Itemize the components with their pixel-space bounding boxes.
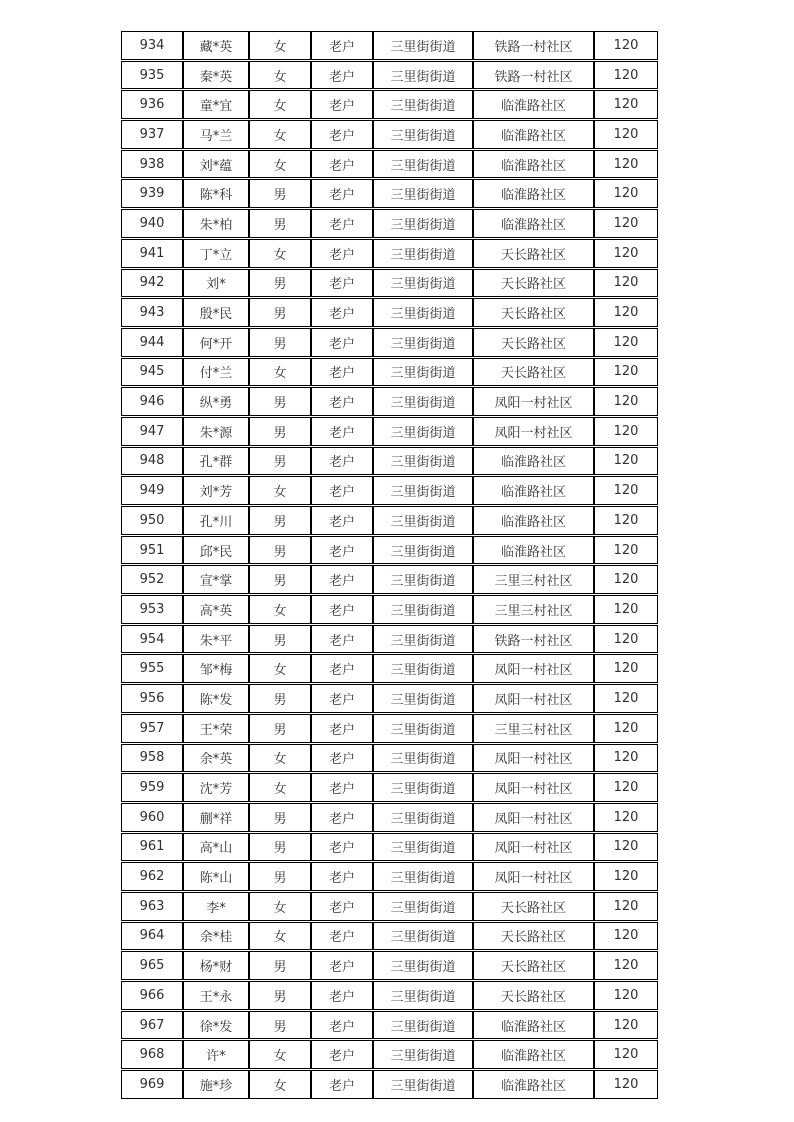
cell-name: 陈*山 — [183, 862, 249, 891]
cell-community: 铁路一村社区 — [473, 625, 594, 654]
cell-household_type: 老户 — [311, 269, 373, 298]
cell-street: 三里街街道 — [373, 120, 473, 149]
cell-gender: 男 — [249, 209, 311, 238]
cell-street: 三里街街道 — [373, 595, 473, 624]
cell-household_type: 老户 — [311, 773, 373, 802]
cell-name: 杨*财 — [183, 951, 249, 980]
cell-household_type: 老户 — [311, 536, 373, 565]
cell-street: 三里街街道 — [373, 922, 473, 951]
cell-household_type: 老户 — [311, 981, 373, 1010]
cell-amount: 120 — [594, 773, 658, 802]
cell-street: 三里街街道 — [373, 269, 473, 298]
cell-gender: 女 — [249, 90, 311, 119]
cell-street: 三里街街道 — [373, 773, 473, 802]
table-row — [121, 922, 658, 951]
cell-name: 何*开 — [183, 328, 249, 357]
cell-gender: 男 — [249, 951, 311, 980]
table-row — [121, 833, 658, 862]
cell-name: 童*宜 — [183, 90, 249, 119]
cell-name: 余*桂 — [183, 922, 249, 951]
cell-community: 凤阳一村社区 — [473, 684, 594, 713]
cell-community: 天长路社区 — [473, 298, 594, 327]
cell-name: 秦*英 — [183, 61, 249, 90]
cell-amount: 120 — [594, 536, 658, 565]
cell-amount: 120 — [594, 150, 658, 179]
cell-amount: 120 — [594, 387, 658, 416]
cell-amount: 120 — [594, 684, 658, 713]
cell-community: 铁路一村社区 — [473, 61, 594, 90]
cell-serial: 947 — [121, 417, 183, 446]
cell-gender: 女 — [249, 358, 311, 387]
cell-community: 天长路社区 — [473, 269, 594, 298]
cell-name: 王*永 — [183, 981, 249, 1010]
cell-name: 宣*掌 — [183, 565, 249, 594]
cell-household_type: 老户 — [311, 179, 373, 208]
table-row — [121, 150, 658, 179]
cell-amount: 120 — [594, 506, 658, 535]
cell-community: 天长路社区 — [473, 328, 594, 357]
cell-name: 朱*源 — [183, 417, 249, 446]
table-row — [121, 298, 658, 327]
cell-amount: 120 — [594, 654, 658, 683]
cell-household_type: 老户 — [311, 833, 373, 862]
cell-serial: 960 — [121, 803, 183, 832]
table-row — [121, 328, 658, 357]
table-row — [121, 773, 658, 802]
cell-street: 三里街街道 — [373, 951, 473, 980]
cell-gender: 男 — [249, 1011, 311, 1040]
cell-community: 天长路社区 — [473, 951, 594, 980]
cell-street: 三里街街道 — [373, 298, 473, 327]
cell-street: 三里街街道 — [373, 239, 473, 268]
cell-household_type: 老户 — [311, 209, 373, 238]
cell-amount: 120 — [594, 328, 658, 357]
cell-amount: 120 — [594, 744, 658, 773]
cell-name: 徐*发 — [183, 1011, 249, 1040]
cell-serial: 934 — [121, 31, 183, 60]
table-row — [121, 358, 658, 387]
cell-amount: 120 — [594, 120, 658, 149]
cell-serial: 961 — [121, 833, 183, 862]
cell-name: 李* — [183, 892, 249, 921]
table-row — [121, 625, 658, 654]
cell-name: 施*珍 — [183, 1070, 249, 1099]
table-row — [121, 476, 658, 505]
cell-name: 纵*勇 — [183, 387, 249, 416]
cell-household_type: 老户 — [311, 61, 373, 90]
cell-community: 凤阳一村社区 — [473, 417, 594, 446]
table-row — [121, 61, 658, 90]
table-row — [121, 179, 658, 208]
table-row — [121, 862, 658, 891]
cell-community: 临淮路社区 — [473, 1040, 594, 1069]
cell-street: 三里街街道 — [373, 862, 473, 891]
cell-serial: 951 — [121, 536, 183, 565]
cell-serial: 966 — [121, 981, 183, 1010]
cell-community: 临淮路社区 — [473, 536, 594, 565]
table-row — [121, 565, 658, 594]
cell-household_type: 老户 — [311, 951, 373, 980]
cell-household_type: 老户 — [311, 298, 373, 327]
cell-amount: 120 — [594, 269, 658, 298]
cell-street: 三里街街道 — [373, 1070, 473, 1099]
cell-amount: 120 — [594, 892, 658, 921]
cell-amount: 120 — [594, 417, 658, 446]
cell-serial: 963 — [121, 892, 183, 921]
cell-gender: 女 — [249, 892, 311, 921]
table-row — [121, 595, 658, 624]
cell-community: 天长路社区 — [473, 358, 594, 387]
recipient-roster-table — [121, 31, 658, 1099]
cell-serial: 964 — [121, 922, 183, 951]
cell-serial: 953 — [121, 595, 183, 624]
cell-serial: 948 — [121, 447, 183, 476]
cell-amount: 120 — [594, 1040, 658, 1069]
cell-name: 刘*芳 — [183, 476, 249, 505]
cell-name: 许* — [183, 1040, 249, 1069]
cell-community: 临淮路社区 — [473, 1070, 594, 1099]
cell-serial: 946 — [121, 387, 183, 416]
cell-gender: 男 — [249, 565, 311, 594]
cell-street: 三里街街道 — [373, 387, 473, 416]
table-row — [121, 120, 658, 149]
cell-serial: 942 — [121, 269, 183, 298]
cell-name: 付*兰 — [183, 358, 249, 387]
cell-community: 三里三村社区 — [473, 565, 594, 594]
cell-community: 临淮路社区 — [473, 447, 594, 476]
cell-community: 天长路社区 — [473, 922, 594, 951]
cell-street: 三里街街道 — [373, 31, 473, 60]
cell-gender: 女 — [249, 476, 311, 505]
cell-name: 沈*芳 — [183, 773, 249, 802]
cell-serial: 967 — [121, 1011, 183, 1040]
cell-gender: 女 — [249, 150, 311, 179]
cell-street: 三里街街道 — [373, 684, 473, 713]
cell-community: 凤阳一村社区 — [473, 833, 594, 862]
cell-household_type: 老户 — [311, 447, 373, 476]
cell-household_type: 老户 — [311, 595, 373, 624]
cell-serial: 938 — [121, 150, 183, 179]
cell-serial: 968 — [121, 1040, 183, 1069]
cell-serial: 959 — [121, 773, 183, 802]
table-row — [121, 803, 658, 832]
cell-gender: 女 — [249, 239, 311, 268]
cell-name: 殷*民 — [183, 298, 249, 327]
cell-household_type: 老户 — [311, 150, 373, 179]
table-row — [121, 209, 658, 238]
cell-household_type: 老户 — [311, 417, 373, 446]
cell-household_type: 老户 — [311, 387, 373, 416]
cell-household_type: 老户 — [311, 476, 373, 505]
cell-street: 三里街街道 — [373, 61, 473, 90]
cell-street: 三里街街道 — [373, 328, 473, 357]
cell-community: 天长路社区 — [473, 239, 594, 268]
table-row — [121, 506, 658, 535]
cell-gender: 女 — [249, 595, 311, 624]
cell-household_type: 老户 — [311, 922, 373, 951]
cell-street: 三里街街道 — [373, 981, 473, 1010]
cell-gender: 男 — [249, 387, 311, 416]
cell-amount: 120 — [594, 951, 658, 980]
cell-serial: 955 — [121, 654, 183, 683]
table-row — [121, 684, 658, 713]
cell-household_type: 老户 — [311, 1070, 373, 1099]
cell-name: 朱*柏 — [183, 209, 249, 238]
cell-amount: 120 — [594, 625, 658, 654]
cell-community: 三里三村社区 — [473, 714, 594, 743]
cell-street: 三里街街道 — [373, 150, 473, 179]
cell-household_type: 老户 — [311, 565, 373, 594]
table-row — [121, 1011, 658, 1040]
cell-community: 凤阳一村社区 — [473, 654, 594, 683]
cell-street: 三里街街道 — [373, 1011, 473, 1040]
cell-serial: 940 — [121, 209, 183, 238]
table-row — [121, 892, 658, 921]
cell-gender: 男 — [249, 417, 311, 446]
cell-amount: 120 — [594, 862, 658, 891]
table-row — [121, 654, 658, 683]
cell-serial: 965 — [121, 951, 183, 980]
cell-amount: 120 — [594, 209, 658, 238]
cell-serial: 969 — [121, 1070, 183, 1099]
cell-serial: 935 — [121, 61, 183, 90]
cell-community: 三里三村社区 — [473, 595, 594, 624]
cell-street: 三里街街道 — [373, 892, 473, 921]
cell-name: 丁*立 — [183, 239, 249, 268]
cell-amount: 120 — [594, 1011, 658, 1040]
cell-household_type: 老户 — [311, 744, 373, 773]
cell-amount: 120 — [594, 803, 658, 832]
cell-amount: 120 — [594, 565, 658, 594]
cell-household_type: 老户 — [311, 506, 373, 535]
cell-household_type: 老户 — [311, 803, 373, 832]
cell-name: 刘* — [183, 269, 249, 298]
table-row — [121, 951, 658, 980]
cell-amount: 120 — [594, 239, 658, 268]
cell-gender: 男 — [249, 536, 311, 565]
cell-household_type: 老户 — [311, 90, 373, 119]
cell-gender: 女 — [249, 31, 311, 60]
cell-serial: 945 — [121, 358, 183, 387]
cell-name: 高*英 — [183, 595, 249, 624]
table-row — [121, 239, 658, 268]
cell-street: 三里街街道 — [373, 447, 473, 476]
cell-street: 三里街街道 — [373, 417, 473, 446]
cell-gender: 男 — [249, 714, 311, 743]
cell-community: 临淮路社区 — [473, 120, 594, 149]
cell-street: 三里街街道 — [373, 358, 473, 387]
cell-street: 三里街街道 — [373, 1040, 473, 1069]
cell-household_type: 老户 — [311, 625, 373, 654]
table-row — [121, 744, 658, 773]
cell-street: 三里街街道 — [373, 565, 473, 594]
cell-community: 临淮路社区 — [473, 476, 594, 505]
cell-community: 天长路社区 — [473, 981, 594, 1010]
table-row — [121, 981, 658, 1010]
cell-name: 王*荣 — [183, 714, 249, 743]
cell-serial: 936 — [121, 90, 183, 119]
cell-community: 铁路一村社区 — [473, 31, 594, 60]
cell-gender: 女 — [249, 922, 311, 951]
cell-gender: 男 — [249, 179, 311, 208]
cell-gender: 女 — [249, 744, 311, 773]
cell-household_type: 老户 — [311, 684, 373, 713]
cell-household_type: 老户 — [311, 120, 373, 149]
cell-serial: 956 — [121, 684, 183, 713]
cell-community: 凤阳一村社区 — [473, 862, 594, 891]
cell-street: 三里街街道 — [373, 654, 473, 683]
cell-serial: 954 — [121, 625, 183, 654]
cell-amount: 120 — [594, 358, 658, 387]
cell-gender: 女 — [249, 120, 311, 149]
cell-community: 临淮路社区 — [473, 506, 594, 535]
cell-community: 凤阳一村社区 — [473, 744, 594, 773]
cell-household_type: 老户 — [311, 328, 373, 357]
cell-community: 临淮路社区 — [473, 150, 594, 179]
cell-gender: 男 — [249, 625, 311, 654]
cell-household_type: 老户 — [311, 1040, 373, 1069]
cell-name: 刘*蕴 — [183, 150, 249, 179]
cell-serial: 937 — [121, 120, 183, 149]
cell-community: 凤阳一村社区 — [473, 773, 594, 802]
table-row — [121, 387, 658, 416]
cell-gender: 男 — [249, 833, 311, 862]
cell-amount: 120 — [594, 1070, 658, 1099]
cell-household_type: 老户 — [311, 239, 373, 268]
table-row — [121, 447, 658, 476]
cell-street: 三里街街道 — [373, 90, 473, 119]
cell-serial: 939 — [121, 179, 183, 208]
cell-name: 孔*群 — [183, 447, 249, 476]
cell-gender: 女 — [249, 654, 311, 683]
cell-community: 临淮路社区 — [473, 209, 594, 238]
cell-name: 马*兰 — [183, 120, 249, 149]
cell-name: 余*英 — [183, 744, 249, 773]
cell-community: 凤阳一村社区 — [473, 803, 594, 832]
cell-street: 三里街街道 — [373, 714, 473, 743]
cell-street: 三里街街道 — [373, 476, 473, 505]
cell-street: 三里街街道 — [373, 179, 473, 208]
cell-amount: 120 — [594, 476, 658, 505]
cell-household_type: 老户 — [311, 31, 373, 60]
cell-community: 天长路社区 — [473, 892, 594, 921]
cell-serial: 962 — [121, 862, 183, 891]
cell-street: 三里街街道 — [373, 536, 473, 565]
cell-serial: 944 — [121, 328, 183, 357]
cell-community: 临淮路社区 — [473, 90, 594, 119]
cell-gender: 男 — [249, 862, 311, 891]
cell-household_type: 老户 — [311, 862, 373, 891]
table-row — [121, 1070, 658, 1099]
cell-gender: 男 — [249, 298, 311, 327]
cell-serial: 950 — [121, 506, 183, 535]
cell-gender: 男 — [249, 684, 311, 713]
cell-household_type: 老户 — [311, 358, 373, 387]
cell-gender: 男 — [249, 269, 311, 298]
cell-gender: 女 — [249, 773, 311, 802]
cell-serial: 958 — [121, 744, 183, 773]
cell-amount: 120 — [594, 595, 658, 624]
cell-name: 蒯*祥 — [183, 803, 249, 832]
cell-street: 三里街街道 — [373, 209, 473, 238]
cell-name: 陈*科 — [183, 179, 249, 208]
cell-gender: 男 — [249, 328, 311, 357]
cell-household_type: 老户 — [311, 654, 373, 683]
cell-serial: 952 — [121, 565, 183, 594]
cell-household_type: 老户 — [311, 714, 373, 743]
cell-amount: 120 — [594, 61, 658, 90]
cell-name: 陈*发 — [183, 684, 249, 713]
cell-amount: 120 — [594, 298, 658, 327]
cell-street: 三里街街道 — [373, 625, 473, 654]
cell-street: 三里街街道 — [373, 803, 473, 832]
cell-gender: 男 — [249, 447, 311, 476]
cell-amount: 120 — [594, 714, 658, 743]
cell-street: 三里街街道 — [373, 833, 473, 862]
cell-gender: 女 — [249, 1040, 311, 1069]
cell-amount: 120 — [594, 31, 658, 60]
cell-gender: 女 — [249, 61, 311, 90]
cell-amount: 120 — [594, 833, 658, 862]
cell-serial: 957 — [121, 714, 183, 743]
table-row — [121, 417, 658, 446]
cell-gender: 男 — [249, 981, 311, 1010]
cell-name: 朱*平 — [183, 625, 249, 654]
cell-amount: 120 — [594, 179, 658, 208]
cell-amount: 120 — [594, 447, 658, 476]
cell-community: 临淮路社区 — [473, 179, 594, 208]
table-row — [121, 536, 658, 565]
cell-amount: 120 — [594, 981, 658, 1010]
cell-street: 三里街街道 — [373, 744, 473, 773]
cell-name: 孔*川 — [183, 506, 249, 535]
cell-street: 三里街街道 — [373, 506, 473, 535]
table-row — [121, 31, 658, 60]
table-row — [121, 1040, 658, 1069]
cell-serial: 943 — [121, 298, 183, 327]
cell-community: 临淮路社区 — [473, 1011, 594, 1040]
cell-gender: 女 — [249, 1070, 311, 1099]
cell-name: 邱*民 — [183, 536, 249, 565]
table-row — [121, 90, 658, 119]
cell-gender: 男 — [249, 506, 311, 535]
cell-gender: 男 — [249, 803, 311, 832]
cell-serial: 949 — [121, 476, 183, 505]
table-row — [121, 269, 658, 298]
cell-serial: 941 — [121, 239, 183, 268]
cell-amount: 120 — [594, 90, 658, 119]
cell-household_type: 老户 — [311, 1011, 373, 1040]
cell-name: 藏*英 — [183, 31, 249, 60]
cell-name: 邹*梅 — [183, 654, 249, 683]
cell-name: 高*山 — [183, 833, 249, 862]
table-row — [121, 714, 658, 743]
cell-household_type: 老户 — [311, 892, 373, 921]
cell-community: 凤阳一村社区 — [473, 387, 594, 416]
cell-amount: 120 — [594, 922, 658, 951]
